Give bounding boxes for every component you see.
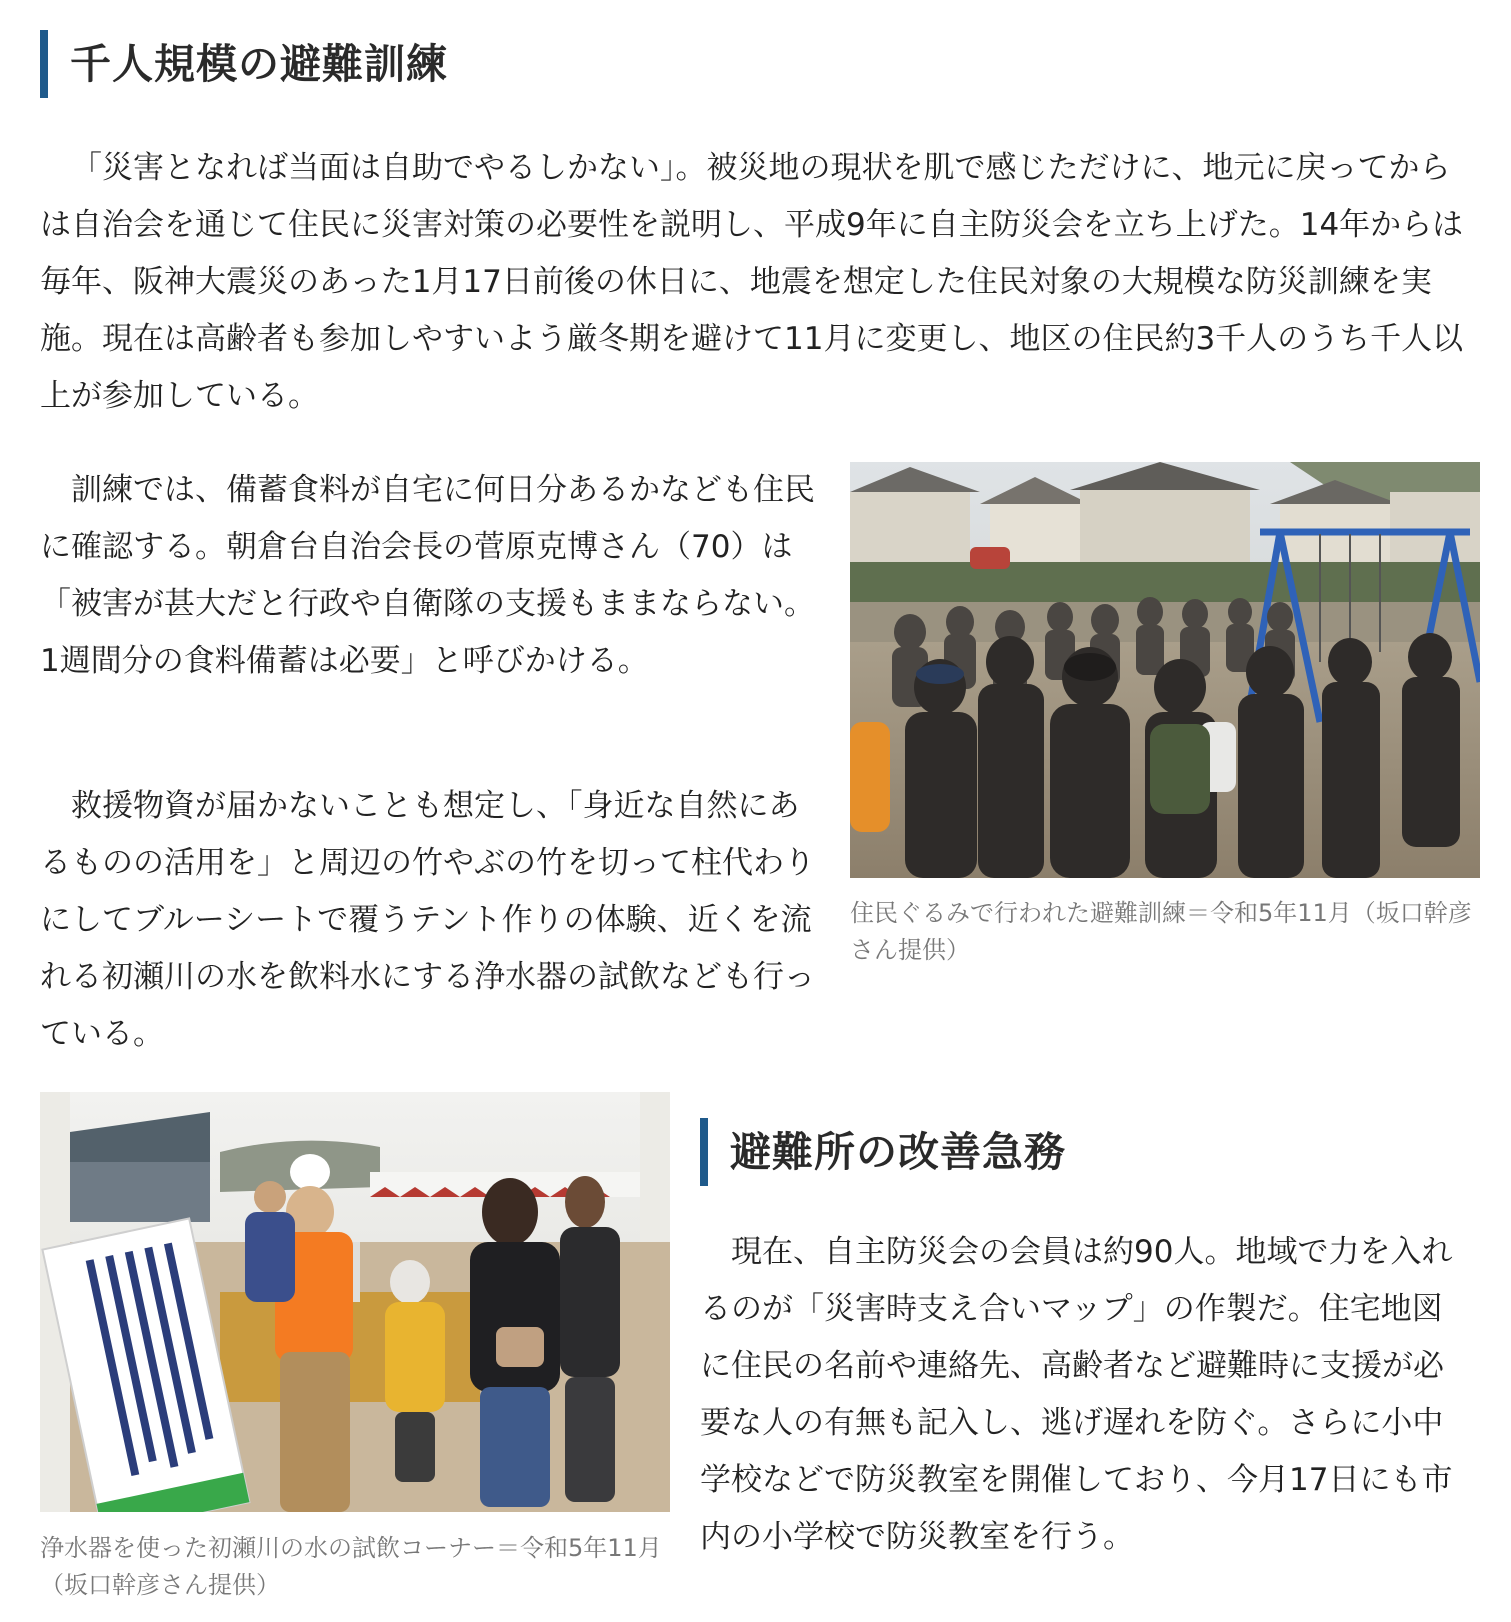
article-paragraph: 訓練では、備蓄食料が自宅に何日分あるかなども住民に確認する。朝倉台自治会長の菅原克博さん（70）は「被害が甚大だと行政や自衛隊の支援もままならない。1週間分の食料備蓄は必要」と呼びかける。 xyxy=(40,472,815,679)
photo-caption: 住民ぐるみで行われた避難訓練＝令和5年11月（坂口幹彦さん提供） xyxy=(850,899,1472,964)
photo-caption: 浄水器を使った初瀬川の水の試飲コーナー＝令和5年11月（坂口幹彦さん提供） xyxy=(40,1534,662,1599)
section-heading-shelter-improvement: 避難所の改善急務 xyxy=(700,1118,1066,1186)
article-paragraph: 救援物資が届かないことも想定し、「身近な自然にあるものの活用を」と周辺の竹やぶの竹を切って柱代わりにしてブルーシートで覆うテント作りの体験、近くを流れる初瀬川の水を飲料水にする浄水器の試飲なども行っている。 xyxy=(40,788,815,1052)
water-purifier-tasting-photo xyxy=(40,1092,670,1512)
article-paragraph: 現在、自主防災会の会員は約90人。地域で力を入れるのが「災害時支え合いマップ」の作製だ。住宅地図に住民の名前や連絡先、高齢者など避難時に支援が必要な人の有無も記入し、逃げ遅れを防ぐ。さらに小中学校などで防災教室を開催しており、今月17日にも市内の小学校で防災教室を行う。 xyxy=(700,1234,1453,1555)
evacuation-drill-photo xyxy=(850,462,1480,878)
section-heading-evacuation-drill: 千人規模の避難訓練 xyxy=(40,30,448,98)
article-paragraph: 「災害となれば当面は自助でやるしかない」。被災地の現状を肌で感じただけに、地元に戻ってからは自治会を通じて住民に災害対策の必要性を説明し、平成9年に自主防災会を立ち上げた。14年からは毎年、阪神大震災のあった1月17日前後の休日に、地震を想定した住民対象の大規模な防災訓練を実施。現在は高齢者も参加しやすいよう厳冬期を避けて11月に変更し、地区の住民約3千人のうち千人以上が参加している。 xyxy=(40,150,1464,414)
